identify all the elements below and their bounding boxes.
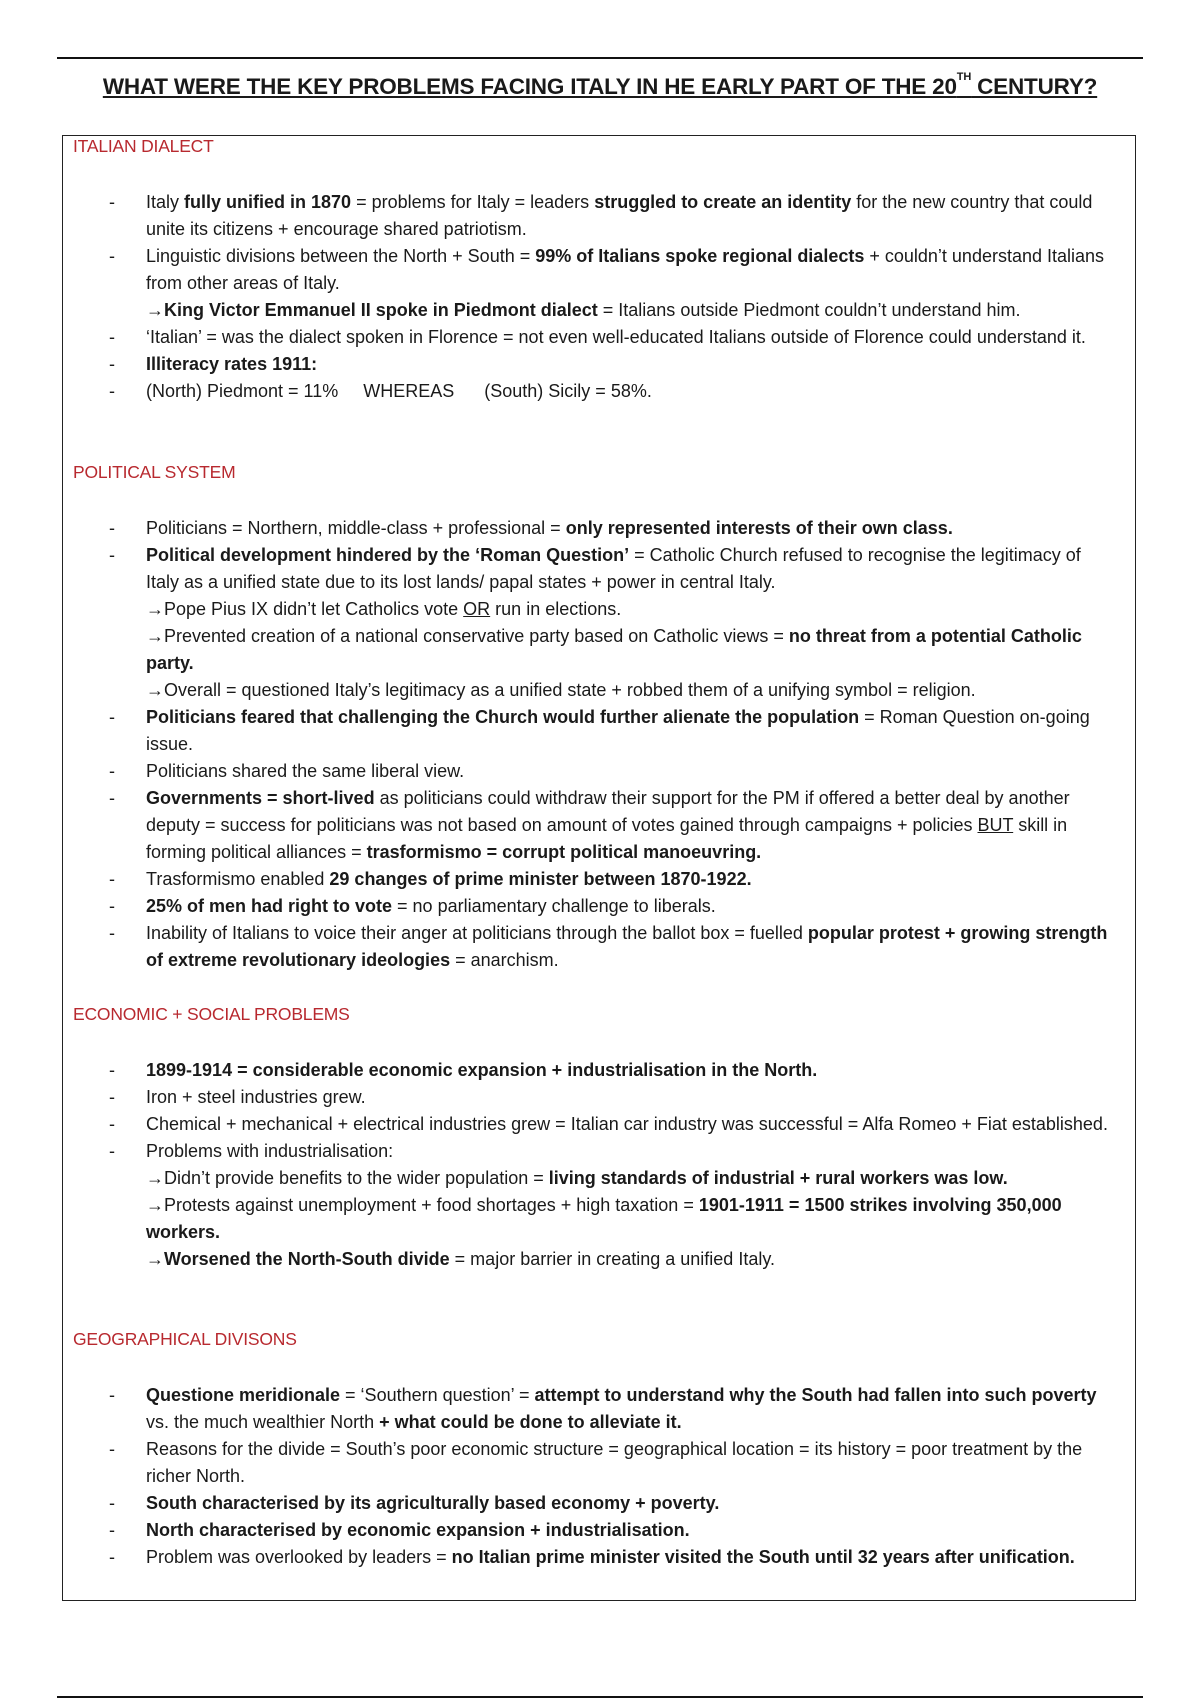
list-item: - Politicians shared the same liberal view. — [109, 761, 465, 781]
list-item: - Italy fully unified in 1870 = problems for Italy = leaders struggled to create an identity for the new country that could unite its citizens + encourage shared patriotism. — [109, 192, 1093, 239]
list-item: - Inability of Italians to voice their anger at politicians through the ballot box = fuelled popular protest + growing strength of extreme revolutionary ideologies = anarchism. — [109, 923, 1108, 970]
section-title: GEOGRAPHICAL DIVISONS — [73, 1329, 297, 1349]
section-title: ITALIAN DIALECT — [73, 136, 214, 156]
list-item: - Questione meridionale = ‘Southern question’ = attempt to understand why the South had fallen into such poverty vs. the much wealthier North + what could be done to alleviate it. — [109, 1385, 1097, 1432]
list-item: - Problems with industrialisation: →Didn’t provide benefits to the wider population = living standards of industrial + rural workers was low. →Protests against unemployment + food shortages + high taxation = 1901-1911 = 1500 strikes involving 350,000 workers. →Worsened the North-South divide = major barrier in creating a unified Italy. — [109, 1141, 1062, 1269]
list-item: - Governments = short-lived as politicians could withdraw their support for the PM if offered a better deal by another deputy = success for politicians was not based on amount of votes gained through campaigns + policies BUT skill in forming political alliances = trasformismo = corrupt political manoeuvring. — [109, 788, 1070, 862]
list-item: - North characterised by economic expansion + industrialisation. — [109, 1520, 690, 1540]
list-item: - Illiteracy rates 1911: — [109, 354, 318, 374]
list-item: - Politicians feared that challenging the Church would further alienate the population = Roman Question on-going issue. — [109, 707, 1090, 754]
section-title: ECONOMIC + SOCIAL PROBLEMS — [73, 1004, 350, 1024]
list-item: - 25% of men had right to vote = no parliamentary challenge to liberals. — [109, 896, 716, 916]
list-item: - Iron + steel industries grew. — [109, 1087, 366, 1107]
bullet-list — [63, 189, 1135, 405]
list-item: - Trasformismo enabled 29 changes of prime minister between 1870-1922. — [109, 869, 752, 889]
bullet-list — [63, 1057, 1135, 1273]
list-item: - Politicians = Northern, middle-class + professional = only represented interests of their own class. — [109, 518, 953, 538]
list-item: - Linguistic divisions between the North + South = 99% of Italians spoke regional dialects + couldn’t understand Italians from other areas of Italy. →King Victor Emmanuel II spoke in Piedmont dialect = Italians outside Piedmont couldn’t understand him. — [109, 246, 1105, 320]
list-item: - 1899-1914 = considerable economic expansion + industrialisation in the North. — [109, 1060, 818, 1080]
list-item: - Problem was overlooked by leaders = no Italian prime minister visited the South until 32 years after unification. — [109, 1547, 1075, 1567]
list-item: - Chemical + mechanical + electrical industries grew = Italian car industry was successful = Alfa Romeo + Fiat established. — [109, 1114, 1108, 1134]
section-title: POLITICAL SYSTEM — [73, 462, 236, 482]
list-item: - South characterised by its agriculturally based economy + poverty. — [109, 1493, 720, 1513]
list-item: - Reasons for the divide = South’s poor economic structure = geographical location = its history = poor treatment by the richer North. — [109, 1439, 1083, 1486]
list-item: - ‘Italian’ = was the dialect spoken in Florence = not even well-educated Italians outside of Florence could understand it. — [109, 327, 1086, 347]
bottom-rule — [57, 1696, 1143, 1698]
bullet-list — [63, 1382, 1135, 1571]
notes-box — [62, 135, 1136, 1601]
list-item: - Political development hindered by the ‘Roman Question’ = Catholic Church refused to recognise the legitimacy of Italy as a unified state due to its lost lands/ papal states + power in central Italy. →Pope Pius IX didn’t let Catholics vote OR run in elections. →Prevented creation of a national conservative party based on Catholic views = no threat from a potential Catholic party. →Overall = questioned Italy’s legitimacy as a unified state + robbed them of a unifying symbol = religion. — [109, 545, 1082, 700]
bullet-list — [63, 515, 1135, 974]
list-item: - (North) Piedmont = 11% WHEREAS (South) Sicily = 58%. — [109, 381, 652, 401]
page-title: WHAT WERE THE KEY PROBLEMS FACING ITALY IN HE EARLY PART OF THE 20TH CENTURY? — [102, 71, 1098, 99]
top-rule — [57, 57, 1143, 59]
